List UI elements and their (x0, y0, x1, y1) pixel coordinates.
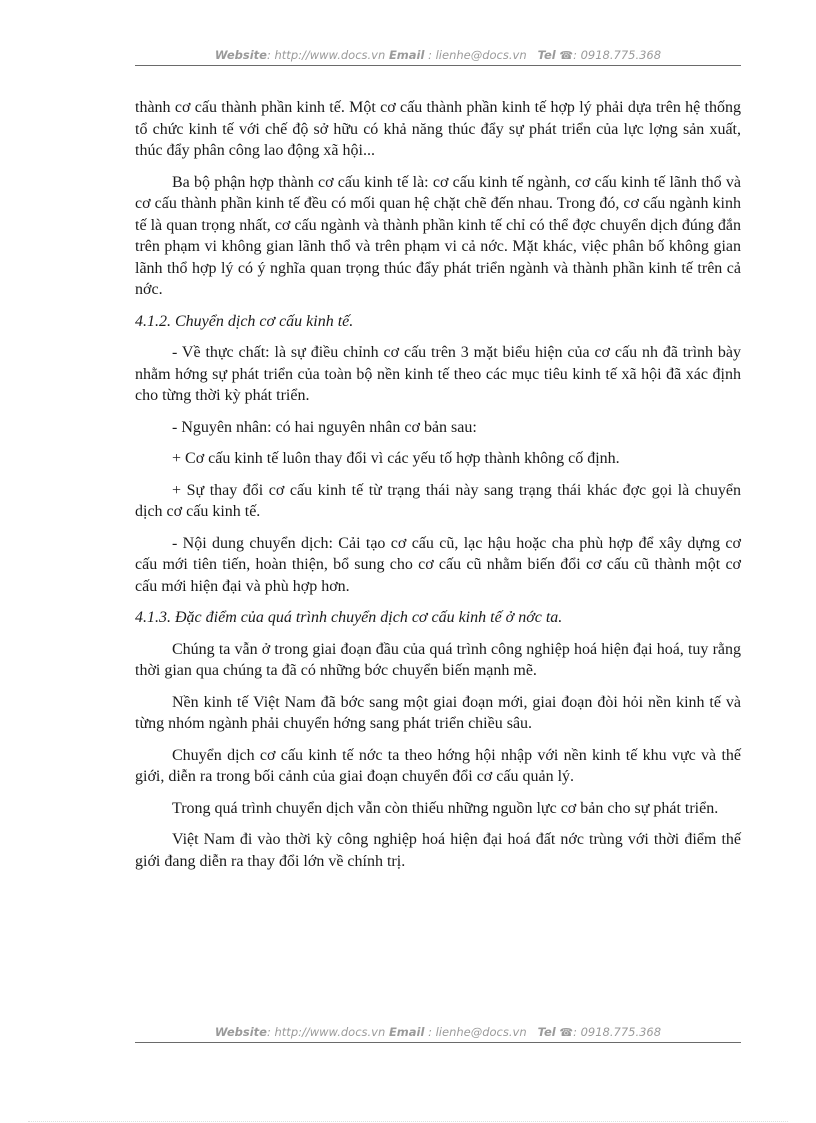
header-website-label: Website (214, 48, 267, 62)
phone-icon: ☎ (559, 1026, 574, 1039)
footer-website-label: Website (214, 1025, 267, 1039)
document-body (135, 97, 741, 882)
footer-tel-value: : 0918.775.368 (573, 1025, 662, 1039)
paragraph: Việt Nam đi vào thời kỳ công nghiệp hoá hiện đại hoá đất nớc trùng với thời điểm thế giới đang diễn ra thay đổi lớn về chính trị. (135, 831, 741, 870)
phone-icon: ☎ (559, 49, 574, 62)
paragraph: + Cơ cấu kinh tế luôn thay đổi vì các yếu tố hợp thành không cố định. (172, 450, 620, 467)
paragraph: - Nguyên nhân: có hai nguyên nhân cơ bản sau: (172, 418, 477, 436)
section-heading-4-1-2: 4.1.2. Chuyển dịch cơ cấu kinh tế. (135, 312, 354, 330)
paragraph: - Nội dung chuyển dịch: Cải tạo cơ cấu cũ, lạc hậu hoặc cha phù hợp để xây dựng cơ cấu mới tiên tiến, hoàn thiện, bổ sung cho cơ cấu cũ nhằm biến đổi cơ cấu cũ thành một cơ cấu mới hiện đại và phù hợp hơn. (135, 534, 741, 595)
page-header (135, 48, 741, 66)
header-website-value[interactable]: : http://www.docs.vn (266, 48, 386, 62)
header-email-label: Email (388, 48, 425, 62)
footer-email-value[interactable]: : lienhe@docs.vn (424, 1025, 527, 1039)
paragraph: thành cơ cấu thành phần kinh tế. Một cơ cấu thành phần kinh tế hợp lý phải dựa trên hệ thống tổ chức kinh tế với chế độ sở hữu có khả năng thúc đẩy sự phát triển của lực lợng sản xuất, thúc đẩy phân công lao động xã hội... (135, 99, 741, 159)
paragraph: + Sự thay đổi cơ cấu kinh tế từ trạng thái này sang trạng thái khác đợc gọi là chuyển dịch cơ cấu kinh tế. (135, 481, 741, 520)
section-heading-4-1-3: 4.1.3. Đặc điểm của quá trình chuyển dịch cơ cấu kinh tế ở nớc ta. (135, 609, 563, 626)
footer-tel-label: Tel (537, 1025, 556, 1039)
paragraph: Nền kinh tế Việt Nam đã bớc sang một giai đoạn mới, giai đoạn đòi hỏi nền kinh tế và từng nhóm ngành phải chuyển hớng sang phát triển chiều sâu. (135, 693, 741, 732)
page-bottom-edge (28, 1121, 788, 1122)
paragraph: Ba bộ phận hợp thành cơ cấu kinh tế là: cơ cấu kinh tế ngành, cơ cấu kinh tế lãnh thổ và cơ cấu thành phần kinh tế đều có mối quan hệ chặt chẽ đến nhau. Trong đó, cơ cấu ngành kinh tế là quan trọng nhất, cơ cấu ngành và thành phần kinh tế chỉ có thể đợc chuyển dịch đúng đắn trên phạm vi không gian lãnh thổ và trên phạm vi cả nớc. Mặt khác, việc phân bố không gian lãnh thổ hợp lý có ý nghĩa quan trọng thúc đẩy phát triển ngành và thành phần kinh tế trên cả nớc. (135, 173, 741, 298)
header-tel-value: : 0918.775.368 (573, 48, 662, 62)
footer-email-label: Email (388, 1025, 425, 1039)
paragraph: Chúng ta vẫn ở trong giai đoạn đầu của quá trình công nghiệp hoá hiện đại hoá, tuy rằng thời gian qua chúng ta đã có những bớc chuyển biến mạnh mẽ. (135, 640, 741, 679)
paragraph: Trong quá trình chuyển dịch vẫn còn thiếu những nguồn lực cơ bản cho sự phát triển. (172, 799, 719, 817)
header-email-value[interactable]: : lienhe@docs.vn (424, 48, 527, 62)
paragraph: Chuyển dịch cơ cấu kinh tế nớc ta theo hớng hội nhập với nền kinh tế khu vực và thế giới, diễn ra trong bối cảnh của giai đoạn chuyển đổi cơ cấu quản lý. (135, 746, 741, 785)
header-tel-label: Tel (537, 48, 556, 62)
page-footer (135, 1025, 741, 1043)
footer-website-value[interactable]: : http://www.docs.vn (266, 1025, 386, 1039)
paragraph: - Về thực chất: là sự điều chỉnh cơ cấu trên 3 mặt biểu hiện của cơ cấu nh đã trình bày nhằm hớng sự phát triển của toàn bộ nền kinh tế theo các mục tiêu kinh tế xã hội đã xác định cho từng thời kỳ phát triển. (135, 344, 741, 404)
